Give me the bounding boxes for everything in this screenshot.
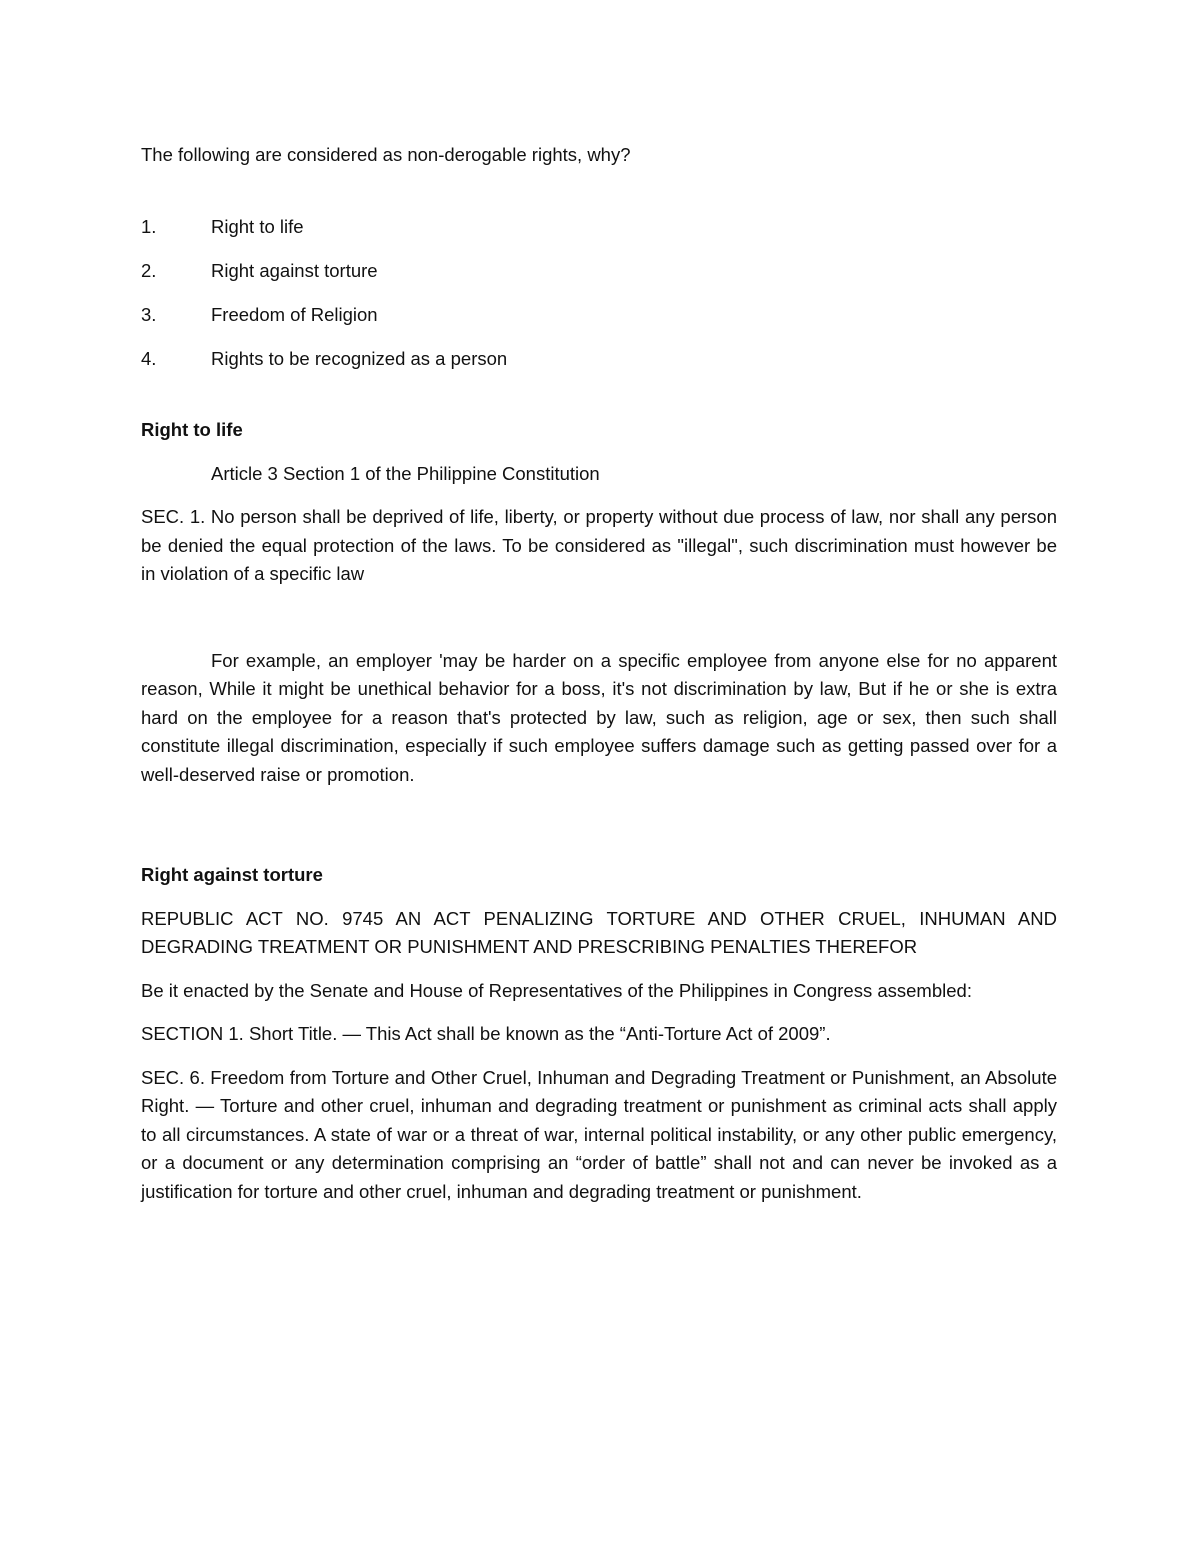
list-item-text: Right to life: [211, 215, 304, 237]
list-item-number: 2.: [141, 259, 157, 281]
act-title: REPUBLIC ACT NO. 9745 AN ACT PENALIZING TORTURE AND OTHER CRUEL, INHUMAN AND DEGRADING TREATMENT OR PUNISHMENT AND PRESCRIBING PENALTIES THEREFOR: [141, 907, 1057, 957]
list-item-number: 1.: [141, 215, 157, 237]
sec6-paragraph: SEC. 6. Freedom from Torture and Other Cruel, Inhuman and Degrading Treatment or Punishment, an Absolute Right. — Torture and other cruel, inhuman and degrading treatment or punishment as criminal acts shall apply to all circumstances. A state of war or a threat of war, internal political instability, or any other public emergency, or a document or any determination comprising an “order of battle” shall not and can never be invoked as a justification for torture and other cruel, inhuman and degrading treatment or punishment.: [141, 1066, 1057, 1202]
list-item: [141, 213, 1057, 242]
list-item-number: 4.: [141, 347, 157, 369]
intro-question: The following are considered as non-derogable rights, why?: [141, 144, 631, 165]
list-item-text: Right against torture: [211, 259, 378, 281]
heading-right-to-life: Right to life: [141, 419, 243, 440]
enacting-clause: Be it enacted by the Senate and House of Representatives of the Philippines in Congress assembled:: [141, 979, 972, 1001]
heading-right-against-torture: Right against torture: [141, 864, 323, 885]
list-item: [141, 257, 1057, 286]
document-body: [141, 141, 1057, 1221]
sec1-paragraph: SEC. 1. No person shall be deprived of life, liberty, or property without due process of law, nor shall any person be denied the equal protection of the laws. To be considered as "illegal", such discrimination must however be in violation of a specific law: [141, 506, 1057, 584]
example-paragraph: For example, an employer 'may be harder on a specific employee from anyone else for no apparent reason, While it might be unethical behavior for a boss, it's not discrimination by law, But if he or she is extra hard on the employee for a reason that's protected by law, such as religion, age or sex, then such shall constitute illegal discrimination, especially if such employee suffers damage such as getting passed over for a well-deserved raise or promotion.: [141, 649, 1057, 785]
rights-list: [141, 213, 1057, 374]
list-item: [141, 301, 1057, 330]
list-item-text: Freedom of Religion: [211, 303, 378, 325]
constitution-reference: Article 3 Section 1 of the Philippine Constitution: [211, 462, 600, 484]
list-item-number: 3.: [141, 303, 157, 325]
list-item-text: Rights to be recognized as a person: [211, 347, 508, 369]
list-item: [141, 345, 1057, 374]
section1-short-title: SECTION 1. Short Title. — This Act shall be known as the “Anti-Torture Act of 2009”.: [141, 1023, 831, 1044]
